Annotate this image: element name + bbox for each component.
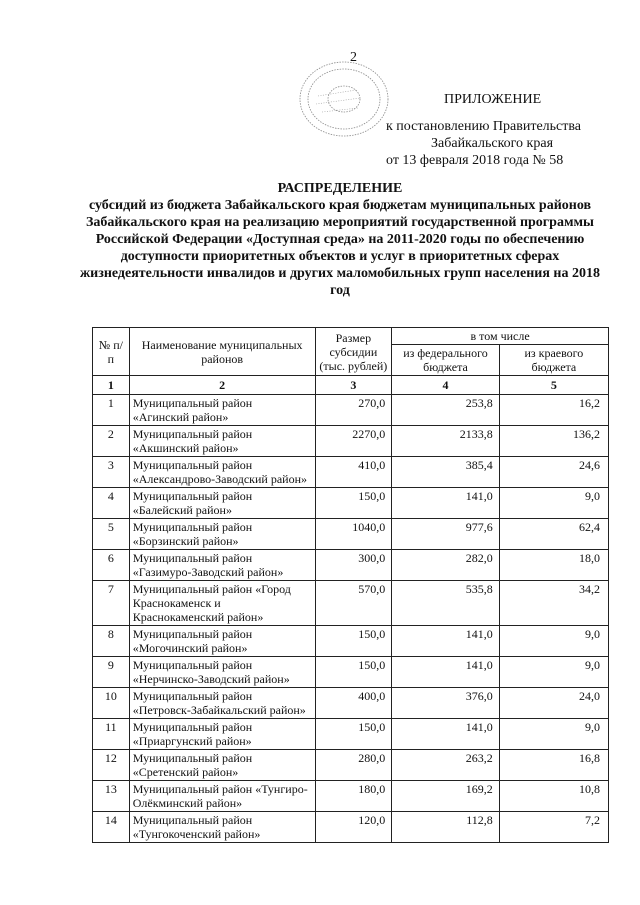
regional-amount: 7,2 xyxy=(499,812,608,843)
seal-stamp-icon xyxy=(296,58,392,140)
district-name: Муниципальный район «Могочинский район» xyxy=(129,626,315,657)
header-including: в том числе xyxy=(392,328,609,345)
federal-amount: 263,2 xyxy=(392,750,500,781)
federal-amount: 141,0 xyxy=(392,488,500,519)
regional-amount: 62,4 xyxy=(499,519,608,550)
subsidy-total: 270,0 xyxy=(315,395,392,426)
federal-amount: 977,6 xyxy=(392,519,500,550)
row-number: 13 xyxy=(93,781,130,812)
header-total: Размер субсидии (тыс. рублей) xyxy=(315,328,392,376)
table-row xyxy=(93,719,609,750)
district-name: Муниципальный район «Балейский район» xyxy=(129,488,315,519)
column-number: 5 xyxy=(499,376,608,395)
header-row xyxy=(93,328,609,345)
page-number: 2 xyxy=(350,50,357,65)
federal-amount: 141,0 xyxy=(392,626,500,657)
regional-amount: 18,0 xyxy=(499,550,608,581)
regional-amount: 24,0 xyxy=(499,688,608,719)
subsidy-total: 150,0 xyxy=(315,657,392,688)
table-body xyxy=(93,395,609,843)
district-name: Муниципальный район «Приаргунский район» xyxy=(129,719,315,750)
regional-amount: 24,6 xyxy=(499,457,608,488)
federal-amount: 385,4 xyxy=(392,457,500,488)
row-number: 12 xyxy=(93,750,130,781)
federal-amount: 376,0 xyxy=(392,688,500,719)
row-number: 5 xyxy=(93,519,130,550)
subsidy-total: 2270,0 xyxy=(315,426,392,457)
subsidy-total: 300,0 xyxy=(315,550,392,581)
subsidy-total: 150,0 xyxy=(315,719,392,750)
appendix-line-3: от 13 февраля 2018 года № 58 xyxy=(386,153,564,168)
row-number: 11 xyxy=(93,719,130,750)
federal-amount: 169,2 xyxy=(392,781,500,812)
regional-amount: 16,8 xyxy=(499,750,608,781)
district-name: Муниципальный район «Город Краснокаменск и Краснокаменский район» xyxy=(129,581,315,626)
table-row xyxy=(93,657,609,688)
regional-amount: 9,0 xyxy=(499,488,608,519)
subsidy-total: 150,0 xyxy=(315,626,392,657)
subsidy-total: 150,0 xyxy=(315,488,392,519)
table-row xyxy=(93,488,609,519)
regional-amount: 9,0 xyxy=(499,626,608,657)
title-subtitle: субсидий из бюджета Забайкальского края бюджетам муниципальных районов Забайкальского края на реализацию мероприятий государственной программы Российской Федерации «Доступная среда» на 2011-2020 годы по обеспечению доступности приоритетных объектов и услуг в приоритетных сферах жизнедеятельности инвалидов и других маломобильных групп населения на 2018 год xyxy=(79,198,600,298)
row-number: 9 xyxy=(93,657,130,688)
row-number: 10 xyxy=(93,688,130,719)
table-row xyxy=(93,688,609,719)
row-number: 3 xyxy=(93,457,130,488)
table-row xyxy=(93,781,609,812)
table-row xyxy=(93,550,609,581)
row-number: 8 xyxy=(93,626,130,657)
federal-amount: 253,8 xyxy=(392,395,500,426)
regional-amount: 10,8 xyxy=(499,781,608,812)
district-name: Муниципальный район «Петровск-Забайкальский район» xyxy=(129,688,315,719)
subsidy-total: 1040,0 xyxy=(315,519,392,550)
column-number: 4 xyxy=(392,376,500,395)
appendix-line-2: Забайкальского края xyxy=(431,136,554,151)
document-title xyxy=(72,180,608,299)
table-row xyxy=(93,812,609,843)
header-regional: из краевого бюджета xyxy=(499,345,608,376)
regional-amount: 16,2 xyxy=(499,395,608,426)
subsidy-table xyxy=(92,327,609,843)
row-number: 4 xyxy=(93,488,130,519)
federal-amount: 2133,8 xyxy=(392,426,500,457)
regional-amount: 34,2 xyxy=(499,581,608,626)
appendix-line-1: к постановлению Правительства xyxy=(386,119,582,134)
subsidy-total: 120,0 xyxy=(315,812,392,843)
row-number: 1 xyxy=(93,395,130,426)
table-row xyxy=(93,395,609,426)
subsidy-total: 400,0 xyxy=(315,688,392,719)
table-row xyxy=(93,581,609,626)
subsidy-total: 280,0 xyxy=(315,750,392,781)
federal-amount: 282,0 xyxy=(392,550,500,581)
header-name: Наименование муниципальных районов xyxy=(129,328,315,376)
subsidy-total: 570,0 xyxy=(315,581,392,626)
appendix-heading: ПРИЛОЖЕНИЕ xyxy=(444,92,542,107)
district-name: Муниципальный район «Агинский район» xyxy=(129,395,315,426)
federal-amount: 141,0 xyxy=(392,719,500,750)
regional-amount: 9,0 xyxy=(499,657,608,688)
district-name: Муниципальный район «Газимуро-Заводский район» xyxy=(129,550,315,581)
district-name: Муниципальный район «Тунгиро-Олёкминский район» xyxy=(129,781,315,812)
district-name: Муниципальный район «Борзинский район» xyxy=(129,519,315,550)
table-row xyxy=(93,750,609,781)
subsidy-total: 180,0 xyxy=(315,781,392,812)
table-row xyxy=(93,519,609,550)
federal-amount: 112,8 xyxy=(392,812,500,843)
column-number: 3 xyxy=(315,376,392,395)
column-number-row xyxy=(93,376,609,395)
header-federal: из федерального бюджета xyxy=(392,345,500,376)
row-number: 7 xyxy=(93,581,130,626)
federal-amount: 141,0 xyxy=(392,657,500,688)
regional-amount: 9,0 xyxy=(499,719,608,750)
row-number: 2 xyxy=(93,426,130,457)
header-no: № п/п xyxy=(93,328,130,376)
district-name: Муниципальный район «Тунгокоченский район» xyxy=(129,812,315,843)
district-name: Муниципальный район «Нерчинско-Заводский район» xyxy=(129,657,315,688)
column-number: 2 xyxy=(129,376,315,395)
subsidy-total: 410,0 xyxy=(315,457,392,488)
federal-amount: 535,8 xyxy=(392,581,500,626)
regional-amount: 136,2 xyxy=(499,426,608,457)
district-name: Муниципальный район «Сретенский район» xyxy=(129,750,315,781)
table-row xyxy=(93,426,609,457)
row-number: 14 xyxy=(93,812,130,843)
district-name: Муниципальный район «Александрово-Заводский район» xyxy=(129,457,315,488)
table-row xyxy=(93,626,609,657)
district-name: Муниципальный район «Акшинский район» xyxy=(129,426,315,457)
table-row xyxy=(93,457,609,488)
column-number: 1 xyxy=(93,376,130,395)
title-main: РАСПРЕДЕЛЕНИЕ xyxy=(277,181,403,196)
row-number: 6 xyxy=(93,550,130,581)
